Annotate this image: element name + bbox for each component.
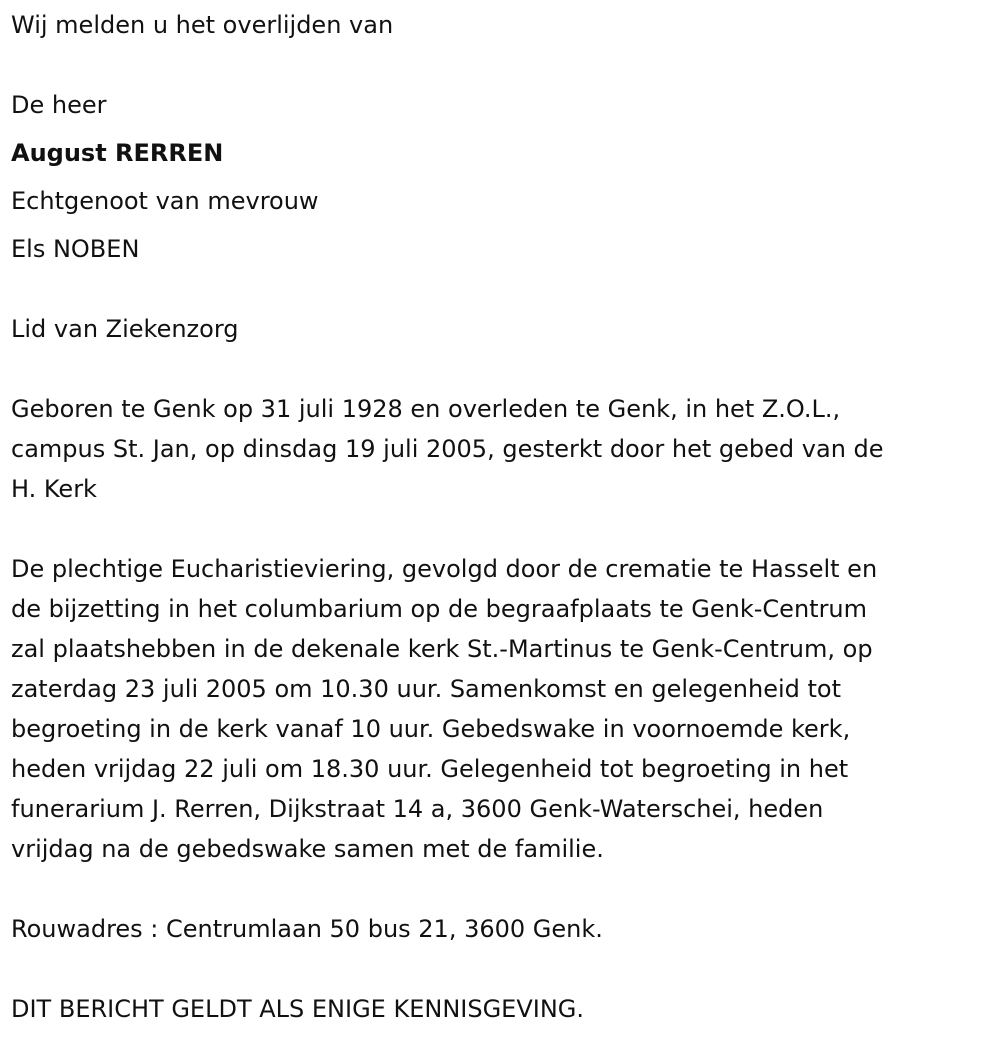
birth-death-paragraph <box>11 389 986 509</box>
deceased-name: August RERREN <box>11 139 224 167</box>
paragraph-line: campus St. Jan, op dinsdag 19 juli 2005, gesterkt door het gebed van de <box>11 435 884 463</box>
membership-text: Lid van Ziekenzorg <box>11 315 239 343</box>
paragraph-line: H. Kerk <box>11 475 97 503</box>
paragraph-line: vrijdag na de gebedswake samen met de familie. <box>11 835 604 863</box>
paragraph-line: begroeting in de kerk vanaf 10 uur. Gebedswake in voornoemde kerk, <box>11 715 851 743</box>
mourning-address: Rouwadres : Centrumlaan 50 bus 21, 3600 Genk. <box>11 915 603 943</box>
paragraph-line: Geboren te Genk op 31 juli 1928 en overleden te Genk, in het Z.O.L., <box>11 395 841 423</box>
paragraph-line: heden vrijdag 22 juli om 18.30 uur. Gelegenheid tot begroeting in het <box>11 755 849 783</box>
ceremony-paragraph <box>11 549 986 869</box>
paragraph-line: zal plaatshebben in de dekenale kerk St.-Martinus te Genk-Centrum, op <box>11 635 873 663</box>
intro-text: Wij melden u het overlijden van <box>11 11 394 39</box>
salutation: De heer <box>11 91 107 119</box>
paragraph-line: de bijzetting in het columbarium op de begraafplaats te Genk-Centrum <box>11 595 868 623</box>
spouse-name: Els NOBEN <box>11 235 140 263</box>
spouse-label: Echtgenoot van mevrouw <box>11 187 319 215</box>
paragraph-line: De plechtige Eucharistieviering, gevolgd door de crematie te Hasselt en <box>11 555 878 583</box>
paragraph-line: zaterdag 23 juli 2005 om 10.30 uur. Samenkomst en gelegenheid tot <box>11 675 842 703</box>
paragraph-line: funerarium J. Rerren, Dijkstraat 14 a, 3600 Genk-Waterschei, heden <box>11 795 824 823</box>
closing-statement: DIT BERICHT GELDT ALS ENIGE KENNISGEVING. <box>11 995 585 1023</box>
